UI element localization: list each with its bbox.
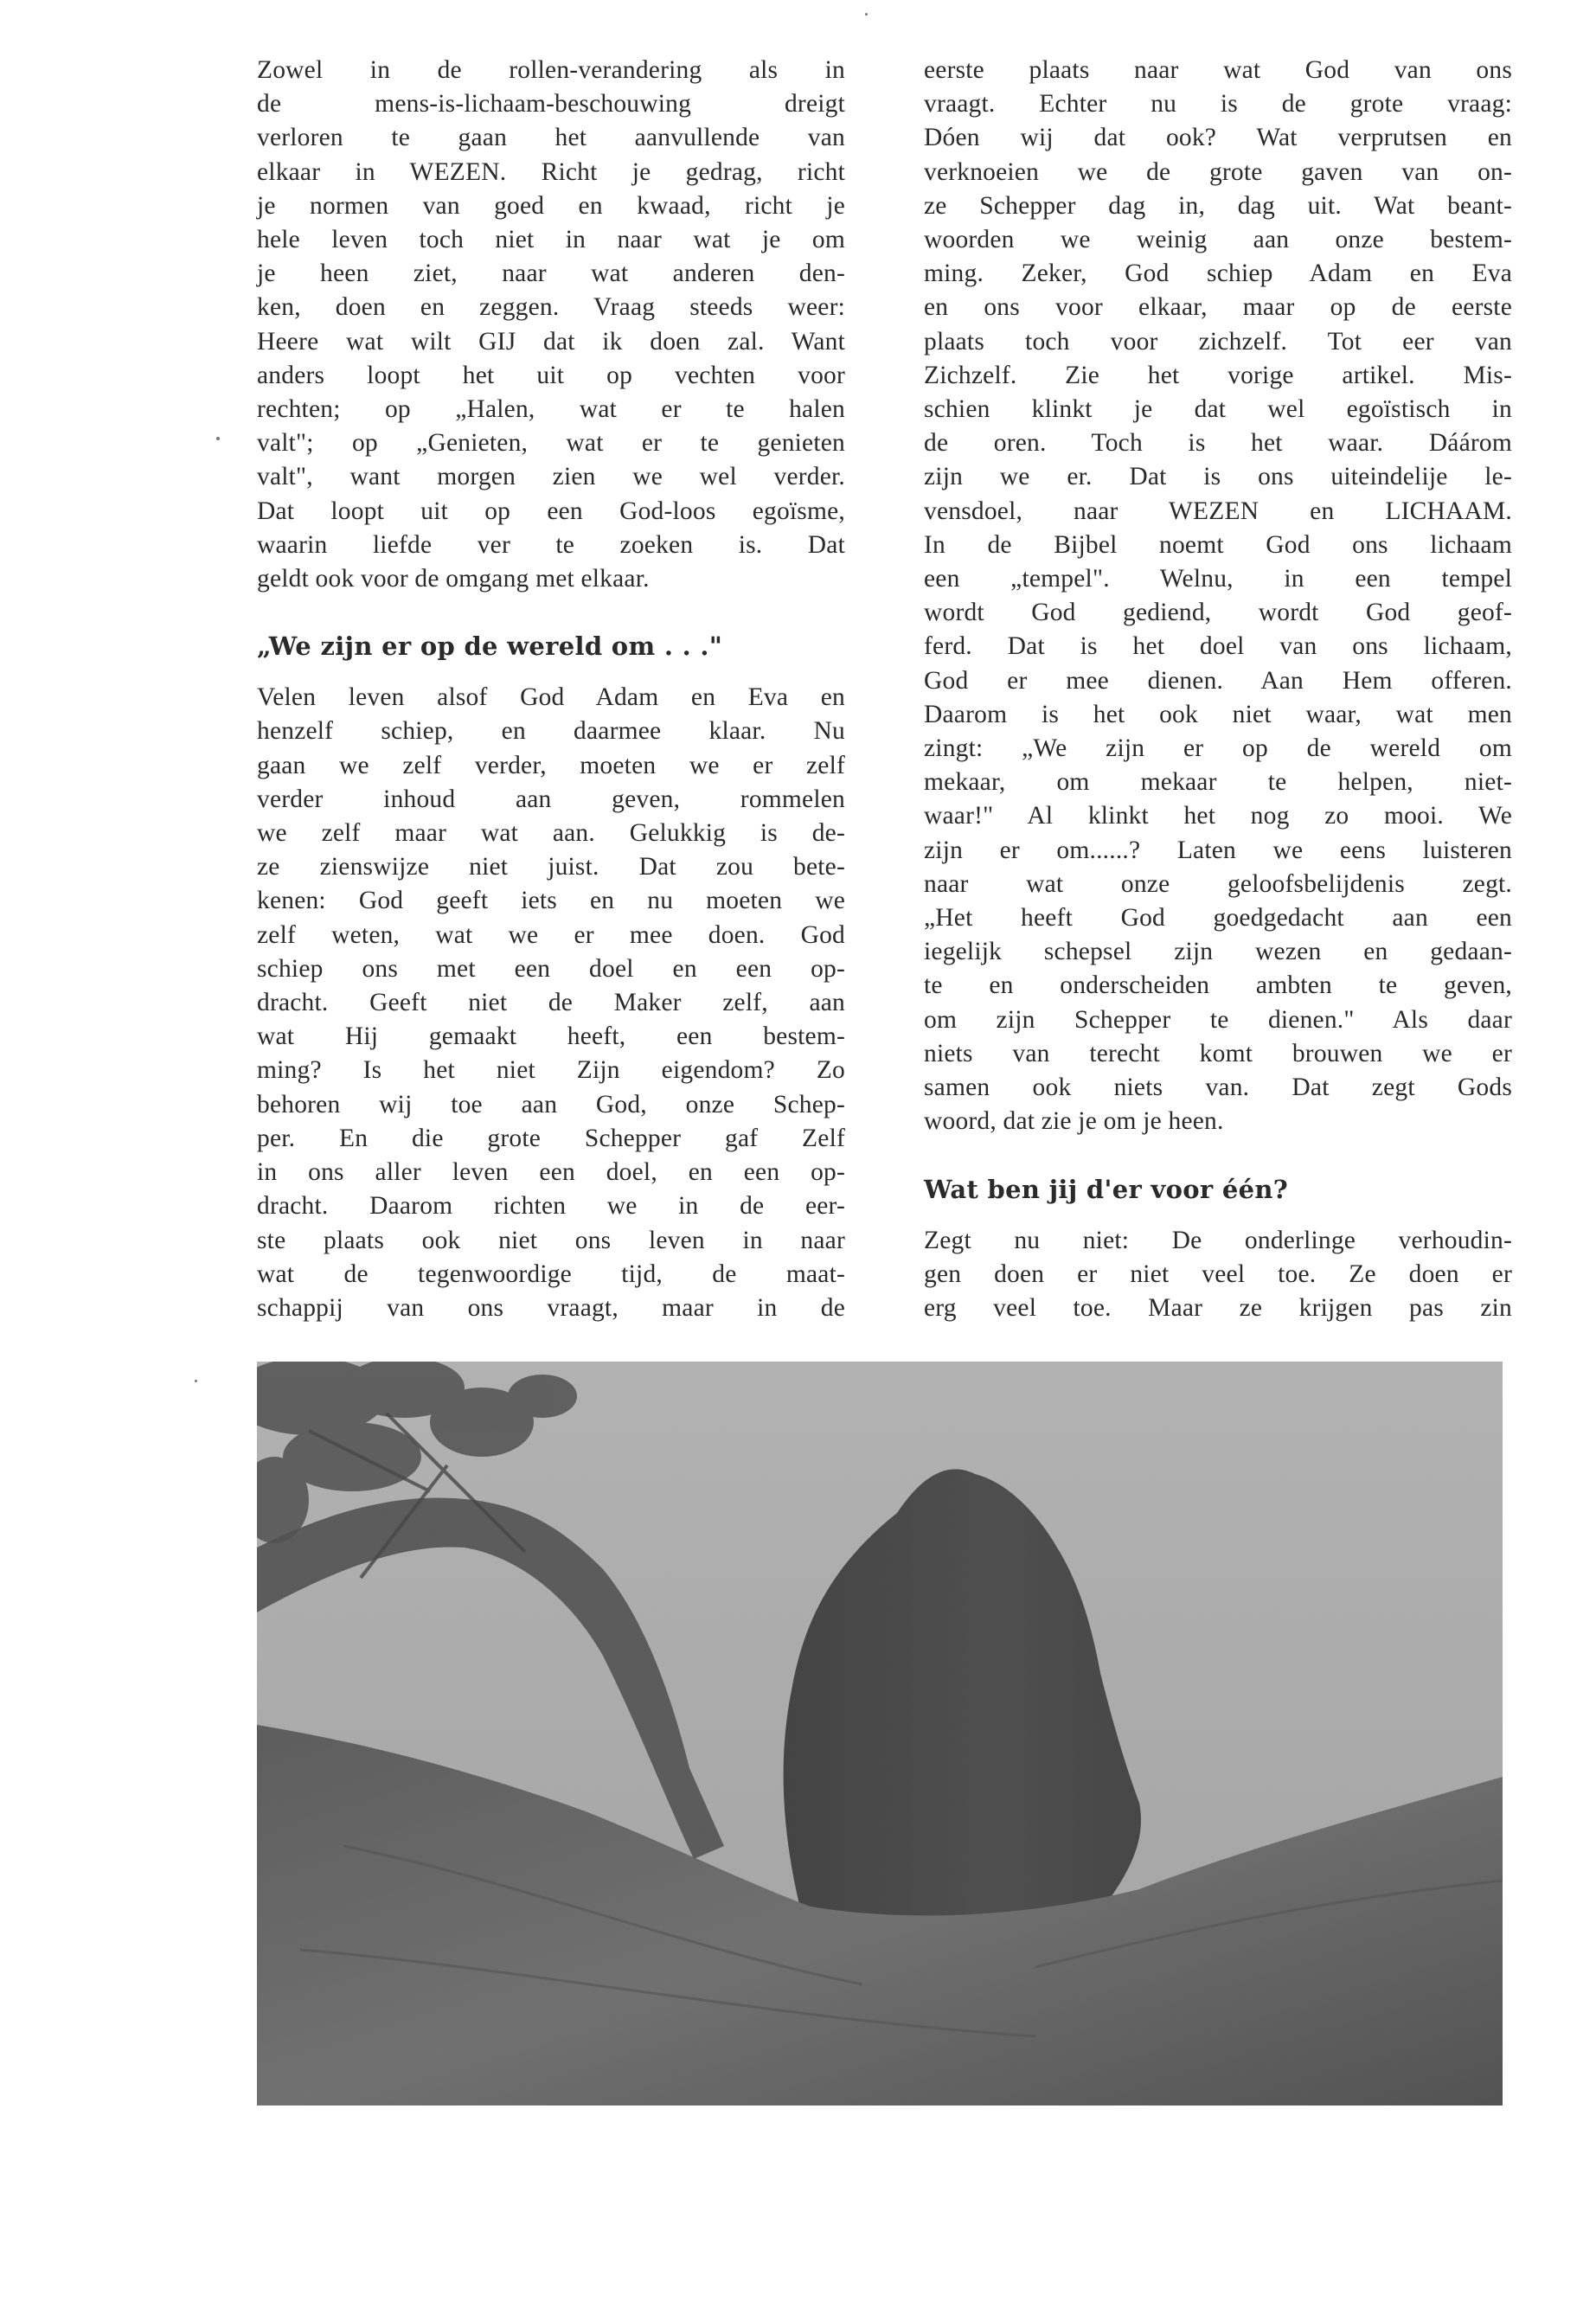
text-line: zijn we er. Dat is ons uiteindelije le- [924,463,1512,491]
text-line: we zelf maar wat aan. Gelukkig is de- [257,819,845,848]
text-line: Zichzelf. Zie het vorige artikel. Mis- [924,361,1512,389]
right-paragraph-2 [924,1224,1512,1326]
print-speck [216,437,220,440]
text-line: dracht. Daarom richten we in de eer- [257,1192,845,1221]
text-line: dracht. Geeft niet de Maker zelf, aan [257,989,845,1017]
text-line: rechten; op „Halen, wat er te halen [257,395,845,424]
section-heading-world: „We zijn er op de wereld om . . ." [257,631,723,662]
text-line: henzelf schiep, en daarmee klaar. Nu [257,717,845,746]
text-line: kenen: God geeft iets en nu moeten we [257,887,845,915]
text-line: wat Hij gemaakt heeft, een bestem- [257,1022,845,1051]
text-line: Heere wat wilt GIJ dat ik doen zal. Want [257,327,845,356]
text-line: God er mee dienen. Aan Hem offeren. [924,666,1512,695]
text-line: en ons voor elkaar, maar op de eerste [924,293,1512,322]
text-line: de mens-is-lichaam-beschouwing dreigt [257,90,845,119]
text-line: Zowel in de rollen-verandering als in [257,56,845,84]
text-line: je heen ziet, naar wat anderen den- [257,260,845,288]
right-column [924,54,1512,1325]
text-line: valt", want morgen zien we wel verder. [257,463,845,491]
text-line: iegelijk schepsel zijn wezen en gedaan- [924,938,1512,966]
text-line: ming? Is het niet Zijn eigendom? Zo [257,1056,845,1085]
text-line: samen ook niets van. Dat zegt Gods [924,1074,1512,1102]
text-line: „Het heeft God goedgedacht aan een [924,904,1512,933]
text-line: valt"; op „Genieten, wat er te genieten [257,429,845,458]
text-line: ming. Zeker, God schiep Adam en Eva [924,260,1512,288]
text-line: Daarom is het ook niet waar, wat men [924,700,1512,728]
text-line: behoren wij toe aan God, onze Schep- [257,1090,845,1118]
print-speck [865,13,868,16]
text-line: elkaar in WEZEN. Richt je gedrag, richt [257,157,845,186]
text-line: ze zienswijze niet juist. Dat zou bete- [257,853,845,881]
text-line: naar wat onze geloofsbelijdenis zegt. [924,869,1512,898]
print-speck [195,1380,197,1382]
text-line: eerste plaats naar wat God van ons [924,56,1512,84]
text-line: anders loopt het uit op vechten voor [257,361,845,389]
text-line: In de Bijbel noemt God ons lichaam [924,530,1512,559]
text-line: zelf weten, wat we er mee doen. God [257,920,845,949]
text-line: ferd. Dat is het doel van ons lichaam, [924,632,1512,661]
text-line: hele leven toch niet in naar wat je om [257,226,845,254]
left-paragraph-1 [257,54,845,596]
text-line: om zijn Schepper te dienen." Als daar [924,1005,1512,1034]
text-line: schappij van ons vraagt, maar in de [257,1293,845,1322]
text-line: waar!" Al klinkt het nog zo mooi. We [924,802,1512,830]
text-line: woorden we weinig aan onze bestem- [924,226,1512,254]
text-line: plaats toch voor zichzelf. Tot eer van [924,327,1512,356]
text-line: mekaar, om mekaar te helpen, niet- [924,768,1512,797]
text-line: verloren te gaan het aanvullende van [257,124,845,152]
right-paragraph-1 [924,54,1512,1139]
text-line: ken, doen en zeggen. Vraag steeds weer: [257,293,845,322]
text-line: vensdoel, naar WEZEN en LICHAAM. [924,497,1512,525]
text-line: verder inhoud aan geven, rommelen [257,785,845,813]
text-line: een „tempel". Welnu, in een tempel [924,565,1512,593]
text-line: niets van terecht komt brouwen we er [924,1039,1512,1067]
text-line: waarin liefde ver te zoeken is. Dat [257,530,845,559]
text-line: Dat loopt uit op een God-loos egoïsme, [257,497,845,525]
rock-formation-photo-icon [257,1362,1503,2106]
text-line: te en onderscheiden ambten te geven, [924,971,1512,1000]
left-column [257,54,845,1325]
text-line: wat de tegenwoordige tijd, de maat- [257,1259,845,1288]
text-line: zingt: „We zijn er op de wereld om [924,734,1512,763]
text-line: vraagt. Echter nu is de grote vraag: [924,90,1512,119]
text-line: Dóen wij dat ook? Wat verprutsen en [924,124,1512,152]
left-paragraph-2 [257,681,845,1325]
text-line: geldt ook voor de omgang met elkaar. [257,565,650,593]
text-line: Velen leven alsof God Adam en Eva en [257,683,845,712]
text-line: gen doen er niet veel toe. Ze doen er [924,1259,1512,1288]
text-line: wordt God gediend, wordt God geof- [924,599,1512,627]
text-line: erg veel toe. Maar ze krijgen pas zin [924,1293,1512,1322]
text-line: de oren. Toch is het waar. Dáárom [924,429,1512,458]
text-line: ze Schepper dag in, dag uit. Wat beant- [924,191,1512,220]
text-line: schien klinkt je dat wel egoïstisch in [924,395,1512,424]
text-line: gaan we zelf verder, moeten we er zelf [257,751,845,779]
text-line: Zegt nu niet: De onderlinge verhoudin- [924,1226,1512,1254]
text-line: in ons aller leven een doel, en een op- [257,1158,845,1187]
text-line: per. En die grote Schepper gaf Zelf [257,1124,845,1152]
text-line: schiep ons met een doel en een op- [257,954,845,983]
text-line: verknoeien we de grote gaven van on- [924,157,1512,186]
section-heading-what-are-you: Wat ben jij d'er voor één? [924,1174,1289,1204]
text-line: zijn er om......? Laten we eens luisteren [924,836,1512,864]
text-line: woord, dat zie je om je heen. [924,1107,1224,1136]
text-line: je normen van goed en kwaad, richt je [257,191,845,220]
text-line: ste plaats ook niet ons leven in naar [257,1226,845,1254]
